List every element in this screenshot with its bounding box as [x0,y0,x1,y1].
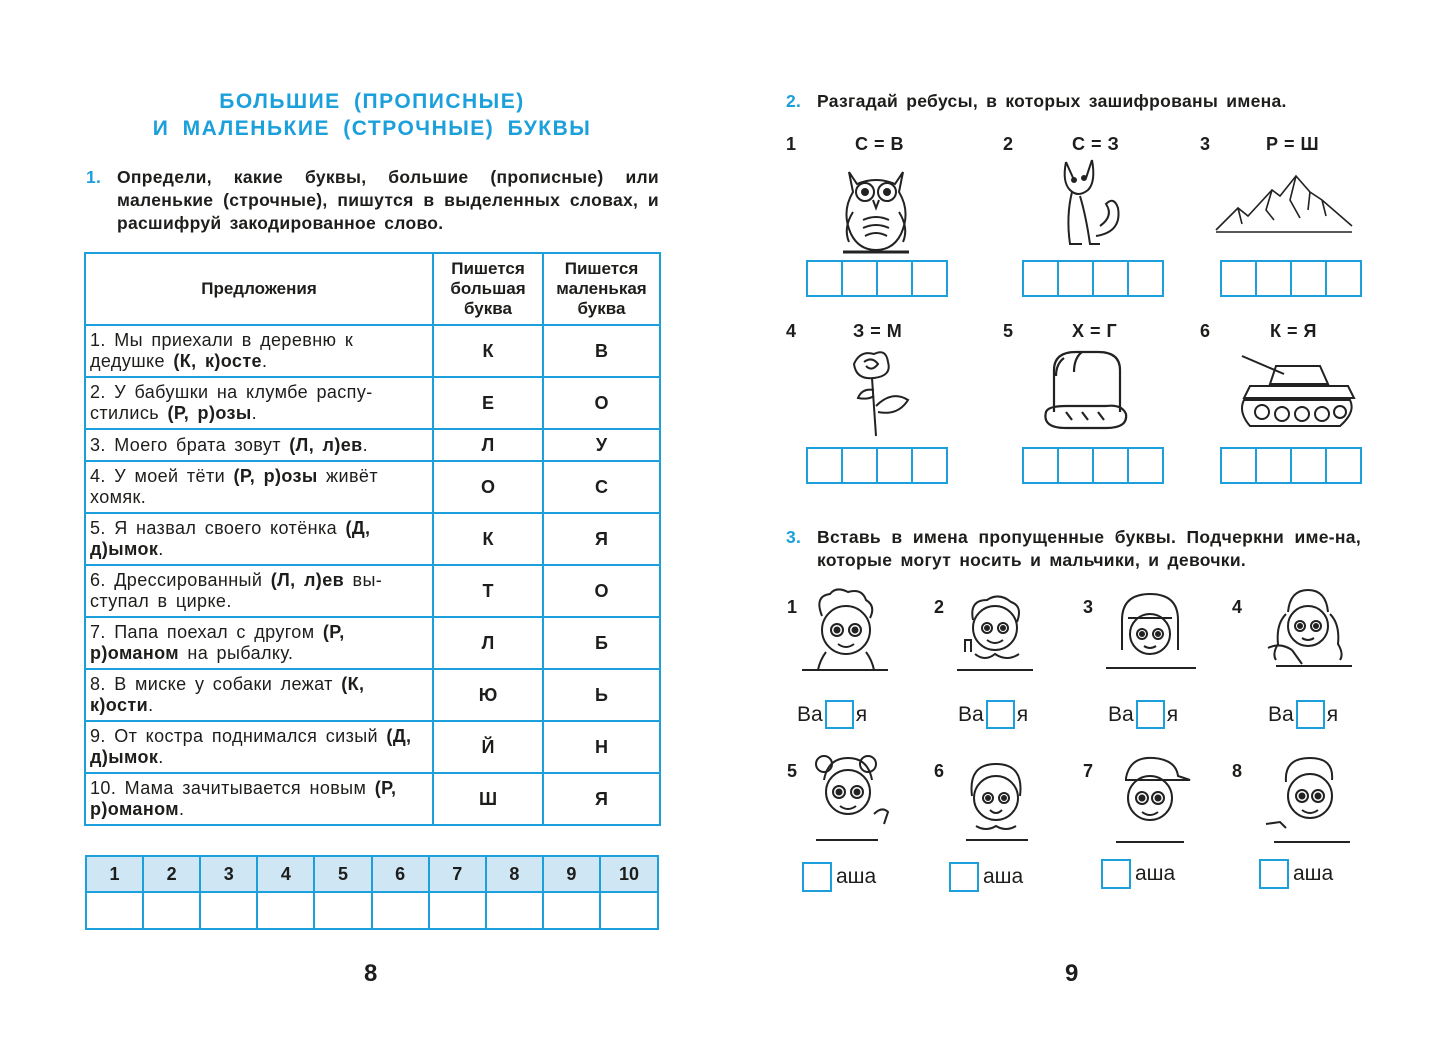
name-7-suffix: аша [1135,862,1176,885]
page-number-left: 8 [364,960,378,987]
boy-thumbs-up-icon [955,592,1035,678]
lowercase-letter-cell: Н [543,721,660,773]
rebus-4-clue: З = М [853,321,903,341]
rebus-1-answer-boxes[interactable] [806,260,946,297]
name-vasya-3 [1108,700,1178,729]
rebus-3-clue: Р = Ш [1266,134,1320,154]
answer-number-5: 5 [314,856,371,892]
answer-number-6: 6 [372,856,429,892]
kid-7-number: 7 [1083,761,1094,781]
capital-letter-cell: Т [433,565,543,617]
header-lowercase: Пишется маленькая буква [543,253,660,325]
name-1-suffix: я [855,702,868,726]
girl-bob-icon [1104,590,1198,678]
name-5-suffix: аша [836,865,877,888]
kid-4-number: 4 [1232,597,1243,617]
capital-letter-cell: К [433,325,543,377]
sentence-cell [85,773,433,825]
sentence-cell [85,513,433,565]
highlighted-word: (Л, л)ев [289,434,363,455]
header-capital: Пишется большая буква [433,253,543,325]
sentence-end: . [158,747,164,767]
name-5-blank[interactable] [802,862,832,892]
rebus-2-answer-boxes[interactable] [1022,260,1162,297]
lowercase-letter-cell: С [543,461,660,513]
answer-number-4: 4 [257,856,314,892]
lowercase-letter-cell: В [543,325,660,377]
answer-number-10: 10 [600,856,658,892]
name-vasya-4 [1268,700,1338,729]
table-row [85,773,660,825]
capital-letter-cell: О [433,461,543,513]
kid-5-number: 5 [787,761,798,781]
girl-pigtails-icon [1262,584,1356,678]
task-2-text: Разгадай ребусы, в которых зашифрованы имена. [817,91,1287,111]
answer-number-7: 7 [429,856,486,892]
name-sasha-1 [802,862,876,892]
highlighted-word: (Р, р)озы [167,403,252,423]
answer-cell-7[interactable] [429,892,486,929]
kid-1-number: 1 [787,597,798,617]
name-4-suffix: я [1326,702,1339,726]
name-sasha-2 [949,862,1023,892]
rebus-6-answer-boxes[interactable] [1220,447,1360,484]
rebus-5-clue: Х = Г [1072,321,1118,341]
sentence-end: вы-ступал в цирке. [90,570,383,611]
name-vasya-2 [958,700,1028,729]
kid-6-number: 6 [934,761,945,781]
answer-cell-2[interactable] [143,892,200,929]
answer-cell-4[interactable] [257,892,314,929]
capital-letter-cell: Ю [433,669,543,721]
lowercase-letter-cell: Ь [543,669,660,721]
sentence-text: 1. Мы приехали в деревню к дедушке [90,330,354,371]
table-row [85,669,660,721]
highlighted-word: (К, к)ости [90,674,365,715]
table-row [85,377,660,429]
highlighted-word: (Л, л)ев [270,570,345,590]
sentence-end: . [251,403,258,423]
highlighted-word: (К, к)осте [173,351,262,371]
sentence-end: . [261,351,268,371]
capital-letter-cell: Л [433,429,543,461]
sentence-cell [85,721,433,773]
capital-letter-cell: Л [433,617,543,669]
sentence-text: 2. У бабушки на клумбе распу-стились [90,382,373,423]
rebus-1-clue: С = В [855,134,905,154]
lowercase-letter-cell: О [543,565,660,617]
name-8-suffix: аша [1293,862,1334,885]
task-3-number: 3. [786,527,802,547]
sentence-end: . [362,434,369,455]
sentence-cell [85,377,433,429]
kid-3-number: 3 [1083,597,1094,617]
sentence-cell [85,325,433,377]
rebus-4-answer-boxes[interactable] [806,447,946,484]
rebus-2-number: 2 [1003,134,1014,154]
boy-cap-icon [1106,752,1192,846]
lowercase-letter-cell: О [543,377,660,429]
bread-icon [1036,348,1132,432]
sentence-text: 6. Дрессированный [90,570,271,590]
rebus-5-answer-boxes[interactable] [1022,447,1162,484]
capital-letter-cell: Ш [433,773,543,825]
name-2-suffix: я [1016,702,1029,726]
capital-letter-cell: К [433,513,543,565]
sentence-cell [85,565,433,617]
answer-cell-1[interactable] [86,892,143,929]
sentence-end: . [148,695,154,715]
table-row [85,461,660,513]
tank-icon [1236,352,1358,432]
table-row [85,721,660,773]
sentence-text: 5. Я назвал своего котёнка [90,518,346,538]
name-vasya-1 [797,700,867,729]
name-4-prefix: Ва [1268,702,1294,726]
answer-number-9: 9 [543,856,600,892]
name-sasha-3 [1101,859,1175,889]
sentence-end: . [158,539,164,559]
name-2-prefix: Ва [958,702,984,726]
highlighted-word: (Д, д)ымок [90,518,371,559]
capital-letter-cell: Е [433,377,543,429]
task-2-number: 2. [786,91,802,111]
mountain-icon [1214,170,1354,236]
name-8-blank[interactable] [1259,859,1289,889]
answer-number-1: 1 [86,856,143,892]
name-3-blank[interactable] [1136,700,1165,729]
answer-cell-5[interactable] [314,892,371,929]
table-row [85,513,660,565]
kid-2-number: 2 [934,597,945,617]
name-sasha-4 [1259,859,1333,889]
task-1-number: 1. [86,167,102,187]
table-row [85,429,660,461]
name-4-blank[interactable] [1296,700,1325,729]
rebus-5-number: 5 [1003,321,1014,341]
name-2-blank[interactable] [986,700,1015,729]
sentence-end: на рыбалку. [178,643,294,663]
rebus-1-number: 1 [786,134,797,154]
rebus-3-answer-boxes[interactable] [1220,260,1360,297]
name-1-blank[interactable] [825,700,854,729]
sentence-text: 3. Моего брата зовут [90,434,290,455]
sentence-cell [85,429,433,461]
lowercase-letter-cell: Б [543,617,660,669]
sentence-cell [85,617,433,669]
kid-8-number: 8 [1232,761,1243,781]
name-1-prefix: Ва [797,702,823,726]
sentence-text: 4. У моей тёти [90,466,234,486]
answer-number-2: 2 [143,856,200,892]
lowercase-letter-cell: У [543,429,660,461]
task-3-text: Вставь в имена пропущенные буквы. Подчеркни име-на, которые могут носить и мальчики, и девочки. [817,527,1361,570]
rose-icon [840,346,914,438]
task-1-text: Определи, какие буквы, большие (прописные) или маленькие (строчные), пишутся в выделенных словах, и расшифруй закодированное слово. [117,167,659,233]
header-sentences: Предложения [85,253,433,325]
answer-number-8: 8 [486,856,543,892]
rebus-6-clue: К = Я [1270,321,1317,341]
capital-letter-cell: Й [433,721,543,773]
rebus-2-clue: С = З [1072,134,1120,154]
table-row [85,325,660,377]
rebus-4-number: 4 [786,321,797,341]
table-row [85,565,660,617]
highlighted-word: (Р, р)оманом [90,778,397,819]
sentence-text: 7. Папа поехал с другом [90,622,323,642]
title-line-2: И МАЛЕНЬКИЕ (СТРОЧНЫЕ) БУКВЫ [152,117,592,140]
fox-icon [1056,156,1124,252]
child-chin-icon [958,756,1036,846]
answer-cell-6[interactable] [372,892,429,929]
sentence-text: 8. В миске у собаки лежат [90,674,342,694]
lowercase-letter-cell: Я [543,773,660,825]
name-3-suffix: я [1166,702,1179,726]
answer-cell-9[interactable] [543,892,600,929]
name-7-blank[interactable] [1101,859,1131,889]
owl-icon [835,162,917,256]
sentences-table [84,252,661,826]
sentence-end: . [178,799,185,819]
highlighted-word: (Р, р)озы [233,466,318,486]
answer-cell-10[interactable] [600,892,658,929]
rebus-6-number: 6 [1200,321,1211,341]
answer-cell-8[interactable] [486,892,543,929]
name-6-blank[interactable] [949,862,979,892]
boy-curly-icon [800,586,890,678]
lowercase-letter-cell: Я [543,513,660,565]
highlighted-word: (Р, р)оманом [90,622,345,663]
name-3-prefix: Ва [1108,702,1134,726]
table-row [85,617,660,669]
page-number-right: 9 [1065,960,1079,987]
highlighted-word: (Д, д)ымок [90,726,412,767]
sentence-end: живёт хомяк. [90,466,378,507]
answer-number-3: 3 [200,856,257,892]
rebus-3-number: 3 [1200,134,1211,154]
answer-cell-3[interactable] [200,892,257,929]
title-line-1: БОЛЬШИЕ (ПРОПИСНЫЕ) [219,90,525,113]
name-6-suffix: аша [983,865,1024,888]
girl-waving-icon [802,750,894,846]
answer-table [85,855,659,930]
boy-pointing-icon [1262,752,1354,846]
sentence-text: 10. Мама зачитывается новым [90,778,375,798]
sentence-text: 9. От костра поднимался сизый [90,726,387,746]
sentence-cell [85,669,433,721]
sentence-cell [85,461,433,513]
